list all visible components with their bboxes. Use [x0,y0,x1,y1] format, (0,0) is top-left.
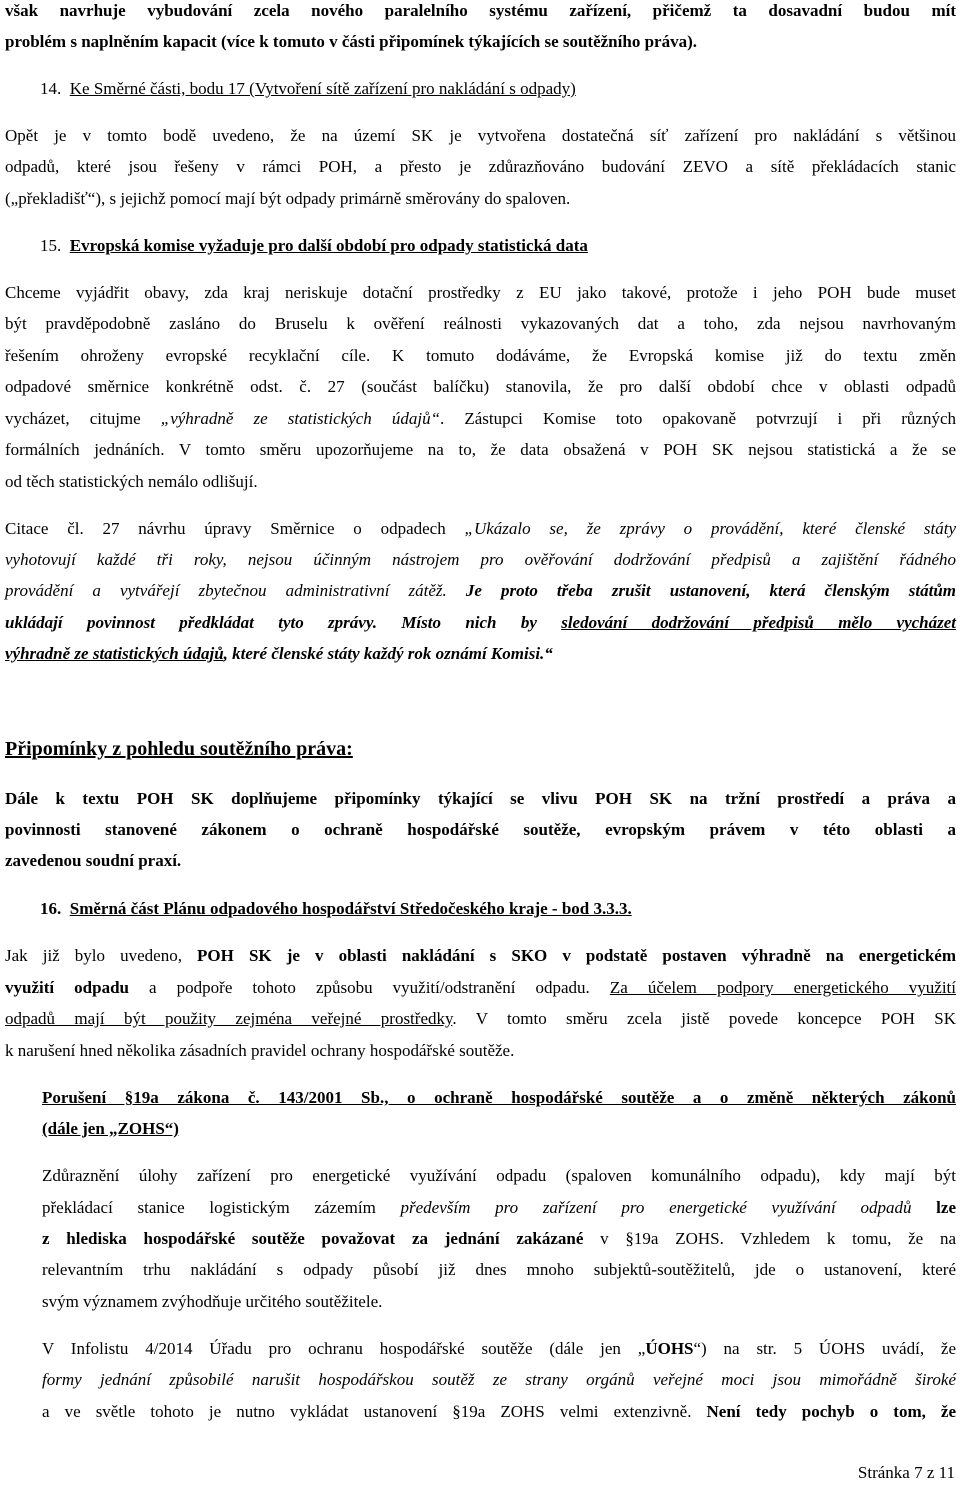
section-heading: Připomínky z pohledu soutěžního práva: [5,738,353,760]
section-number: 16. [40,899,62,918]
text-line [42,1197,956,1219]
text-line: povinnosti stanovené zákonem o ochraně hospodářské soutěže, evropským právem v této oblasti a [5,820,956,839]
section-title: Směrná část Plánu odpadového hospodářství Středočeského kraje - bod 3.3.3. [69,899,632,918]
section-16-heading [40,898,956,920]
section-title: Evropská komise vyžaduje pro další období pro odpady statistická data [69,236,588,255]
italic-run: především pro zařízení pro energetické využívání odpadů [400,1198,912,1217]
underlined-run: výhradně ze statistických údajů [5,644,224,663]
text-line: zavedenou soudní praxí. [5,851,182,870]
text-run: Citace čl. 27 návrhu úpravy Směrnice o odpadech [5,519,465,538]
section-title: Ke Směrné části, bodu 17 (Vytvoření sítě zařízení pro nakládání s odpady) [69,79,576,98]
bold-run: využití odpadu [5,978,129,997]
text-line: od těch statistických nemálo odlišují. [5,472,258,491]
text-run: . Zástupci Komise toto opakovaně potvrzují i při různých [440,409,957,428]
text-run: Jak již bylo uvedeno, [5,946,198,965]
underlined-run: sledování dodržování předpisů mělo vycházet [561,613,956,632]
citation-line: vyhotovují každé tři roky, nejsou účinným nástrojem pro ověřování dodržování předpisů a zajištění řádného [5,550,956,569]
text-run: a ve světle tohoto je nutno vykládat ustanovení §19a ZOHS velmi extenzivně. [42,1402,707,1421]
text-line: Zdůraznění úlohy zařízení pro energetické využívání odpadu (spaloven komunálního odpadu), kdy mají být [42,1166,956,1185]
text-run: v §19a ZOHS. Vzhledem k tomu, že na [583,1229,956,1248]
section-number: 15. [40,236,62,255]
text-line [5,408,956,430]
text-line: odpadů, které jsou řešeny v rámci POH, a přesto je zdůrazňováno budování ZEVO a sítě překládacích stanic [5,157,956,176]
text-run: a podpoře tohoto způsobu využití/odstranění odpadu. [129,978,610,997]
section-14-heading [40,78,956,100]
subsection-heading: (dále jen „ZOHS“) [42,1119,179,1138]
text-line: („překladišť“), s jejichž pomocí mají být odpady primárně směrovány do spaloven. [5,189,571,208]
quote-run: „Ukázalo se, že zprávy o provádění, které členské státy [464,519,956,538]
citation-line [5,612,956,634]
text-line [42,1401,956,1423]
citation-line [5,580,956,602]
text-line: relevantním trhu nakládání s odpady působí již dnes mnoho subjektů-soutěžitelů, jde o ustanovení, které [42,1260,956,1279]
citation-line [5,643,956,665]
text-line: svým významem zvýhodňuje určitého soutěžitele. [42,1292,383,1311]
text-line: odpadové směrnice konkrétně odst. č. 27 (součást balíčku) stanovila, že pro další období chce v oblasti odpadů [5,377,956,396]
bold-run: Je proto třeba zrušit ustanovení, která členským státům [465,581,956,600]
text-line: být pravděpodobně zasláno do Bruselu k ověření reálnosti vykazovaných dat a toho, zda nejsou navrhovaným [5,314,956,333]
quote-run: „výhradně ze statistických údajů“ [160,409,441,428]
text-line [42,1338,956,1360]
text-run: provádění a vytvářejí zbytečnou administrativní zátěž. [5,581,466,600]
text-run: překládací stanice logistickým zázemím [42,1198,401,1217]
text-line: problém s naplněním kapacit (více k tomuto v části připomínek týkajících se soutěžního práva). [5,32,697,51]
text-run: vycházet, citujme [5,409,161,428]
text-run: . V tomto směru zcela jistě povede koncepce POH SK [452,1009,956,1028]
citation-line [5,518,956,540]
text-line: však navrhuje vybudování zcela nového paralelního systému zařízení, přičemž ta dosavadní budou mít [5,1,956,20]
text-line: formy jednání způsobilé narušit hospodářskou soutěž ze strany orgánů veřejné moci jsou mimořádně široké [42,1370,956,1389]
bold-run: lze [911,1198,956,1217]
text-run: “) na str. 5 ÚOHS uvádí, že [693,1339,956,1358]
text-line: formálních jednáních. V tomto směru upozorňujeme na to, že data obsažená v POH SK nejsou statistická a že se [5,440,956,459]
page-number: Stránka 7 z 11 [857,1463,955,1482]
bold-run: POH SK je v oblasti nakládání s SKO v podstatě postaven výhradně na energetickém [197,946,957,965]
bold-run: Není tedy pochyb o tom, že [706,1402,957,1421]
text-run: , které členské státy každý rok oznámí Komisi.“ [223,644,553,663]
underlined-run: odpadů mají být použity zejména veřejné prostředky [5,1009,453,1028]
bold-run: ÚOHS [645,1339,694,1358]
text-line: Chceme vyjádřit obavy, zda kraj neriskuje dotační prostředky z EU jako takové, protože i jeho POH bude muset [5,283,956,302]
bold-run: z hlediska hospodářské soutěže považovat za jednání zakázané [42,1229,584,1248]
text-run: V Infolistu 4/2014 Úřadu pro ochranu hospodářské soutěže (dále jen „ [42,1339,646,1358]
text-line: řešením ohroženy evropské recyklační cíle. K tomuto dodáváme, že Evropská komise již do textu změn [5,346,956,365]
text-run: ukládají povinnost předkládat tyto zprávy. Místo nich by [5,613,562,632]
text-line: Opět je v tomto bodě uvedeno, že na území SK je vytvořena dostatečná síť zařízení pro nakládání s většinou [5,126,956,145]
text-line: k narušení hned několika zásadních pravidel ochrany hospodářské soutěže. [5,1041,515,1060]
text-line: Dále k textu POH SK doplňujeme připomínky týkající se vlivu POH SK na tržní prostředí a práva a [5,789,956,808]
section-15-heading [40,235,956,257]
underlined-run: Za účelem podpory energetického využití [609,978,956,997]
subsection-heading: Porušení §19a zákona č. 143/2001 Sb., o ochraně hospodářské soutěže a o změně některých zákonů [42,1088,956,1107]
text-line [5,1008,956,1030]
section-number: 14. [40,79,62,98]
text-line [5,945,956,967]
text-line [5,977,956,999]
text-line [42,1228,956,1250]
